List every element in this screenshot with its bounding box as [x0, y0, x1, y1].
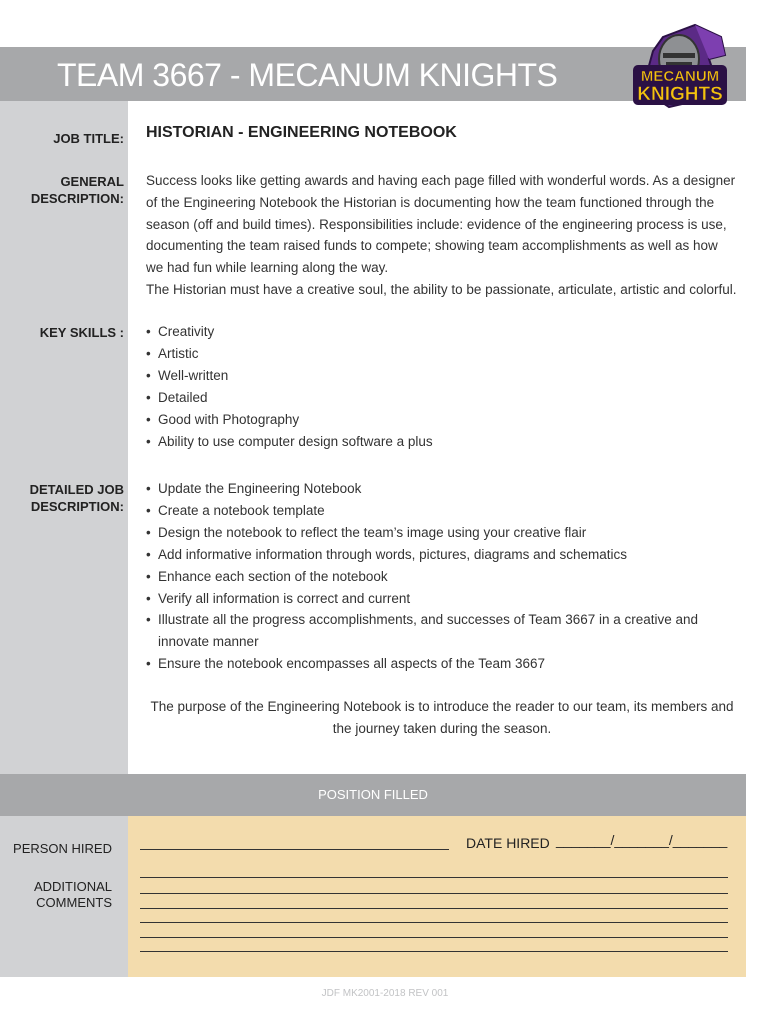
key-skills-label: KEY SKILLS :: [39, 325, 124, 340]
date-hired-label: DATE HIRED: [466, 835, 550, 851]
detailed-description-label-line1: DETAILED JOB: [29, 482, 124, 497]
list-item: • Ability to use computer design software a plus: [146, 431, 738, 453]
list-item: • Add informative information through words, pictures, diagrams and schematics: [146, 544, 738, 566]
list-item: • Enhance each section of the notebook: [146, 566, 738, 588]
person-hired-field[interactable]: [140, 849, 449, 850]
date-hired-field[interactable]: _______/_______/_______: [556, 832, 728, 848]
mecanum-knights-logo: [625, 15, 735, 125]
detailed-description-label: [0, 481, 124, 515]
job-title-value: HISTORIAN - ENGINEERING NOTEBOOK: [146, 124, 457, 141]
page-title: TEAM 3667 - MECANUM KNIGHTS: [57, 57, 558, 93]
list-item: • Ensure the notebook encompasses all aspects of the Team 3667: [146, 653, 738, 675]
job-title-label: JOB TITLE:: [53, 131, 124, 146]
comment-line[interactable]: [140, 951, 728, 952]
list-item: • Artistic: [146, 343, 738, 365]
comment-line[interactable]: [140, 937, 728, 938]
logo-text-line2: KNIGHTS: [637, 84, 723, 105]
key-skills-list: [146, 321, 738, 452]
list-item: • Illustrate all the progress accomplishments, and successes of Team 3667 in a creative and innovate manner: [146, 609, 738, 653]
list-item: • Verify all information is correct and current: [146, 588, 738, 610]
general-description-text: [146, 170, 738, 301]
list-item: • Well-written: [146, 365, 738, 387]
list-item: • Create a notebook template: [146, 500, 738, 522]
purpose-statement: The purpose of the Engineering Notebook is to introduce the reader to our team, its members and the journey taken during the season.: [150, 699, 734, 736]
additional-comments-label-line1: ADDITIONAL: [33, 879, 112, 894]
additional-comments-label: [0, 879, 112, 911]
detailed-description-label-line2: DESCRIPTION:: [30, 499, 124, 514]
comment-line[interactable]: [140, 908, 728, 909]
document-code: JDF MK2001-2018 REV 001: [321, 988, 449, 999]
position-filled-header: POSITION FILLED: [0, 774, 746, 816]
general-description-paragraph: Success looks like getting awards and having each page filled with wonderful words. As a designer of the Engineering Notebook the Historian is documenting how the team functioned through the season (off and build times). Responsibilities include: evidence of the engineering process is use, documenting the team raised funds to compete; showing team accomplishments as well as how we had fun while learning along the way.: [146, 173, 736, 276]
general-description-summary: The Historian must have a creative soul, the ability to be passionate, articulate, artistic and colorful.: [146, 281, 737, 297]
detailed-description-list: [146, 478, 738, 675]
general-description-label-line1: GENERAL: [60, 174, 124, 189]
general-description-label: [0, 173, 124, 207]
comment-line[interactable]: [140, 877, 728, 878]
person-hired-label: PERSON HIRED: [13, 841, 112, 856]
list-item: • Detailed: [146, 387, 738, 409]
list-item: • Update the Engineering Notebook: [146, 478, 738, 500]
comment-line[interactable]: [140, 922, 728, 923]
list-item: • Good with Photography: [146, 409, 738, 431]
logo-text-line1: MECANUM: [640, 68, 720, 85]
general-description-label-line2: DESCRIPTION:: [30, 191, 124, 206]
list-item: • Creativity: [146, 321, 738, 343]
list-item: • Design the notebook to reflect the team’s image using your creative flair: [146, 522, 738, 544]
additional-comments-label-line2: COMMENTS: [36, 895, 112, 910]
comment-line[interactable]: [140, 893, 728, 894]
